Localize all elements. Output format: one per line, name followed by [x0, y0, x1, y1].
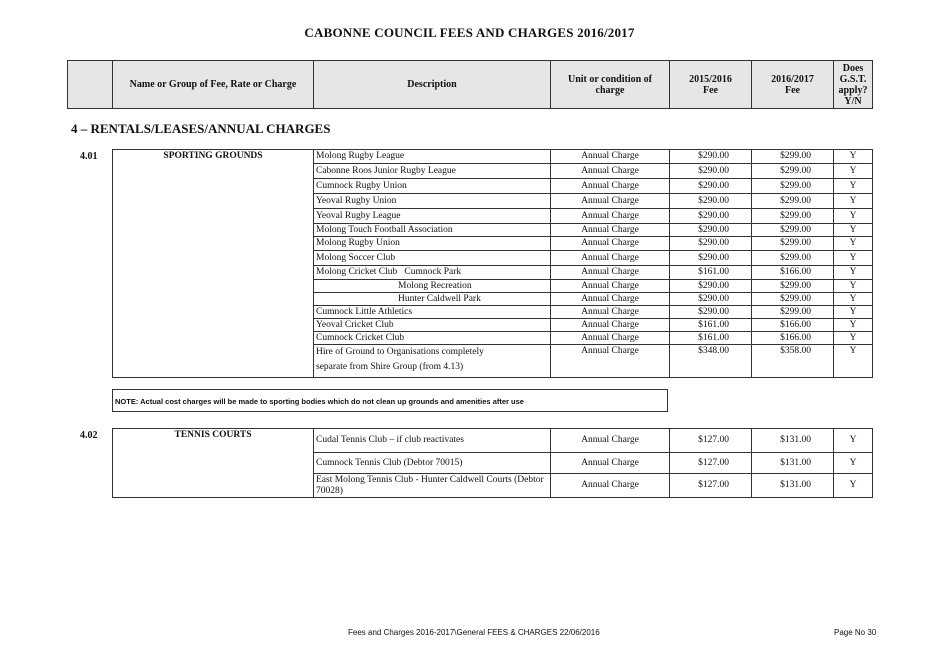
row-gst: Y	[834, 150, 873, 164]
row-unit: Annual Charge	[551, 306, 670, 319]
row-gst: Y	[834, 194, 873, 209]
row-fee-2015: $290.00	[670, 194, 752, 209]
row-gst: Y	[834, 164, 873, 179]
row-unit: Annual Charge	[551, 164, 670, 179]
row-fee-2015: $127.00	[670, 474, 752, 498]
row-fee-2016: $131.00	[752, 453, 834, 474]
row-gst: Y	[834, 332, 873, 345]
row-description: Cumnock Cricket Club	[314, 332, 551, 345]
row-gst: Y	[834, 266, 873, 280]
row-fee-2015: $161.00	[670, 319, 752, 332]
sporting-grounds-note: NOTE: Actual cost charges will be made to sporting bodies which do not clean up grounds and amenities after use	[112, 389, 668, 412]
row-fee-2015: $127.00	[670, 429, 752, 453]
row-gst: Y	[834, 179, 873, 194]
row-unit: Annual Charge	[551, 179, 670, 194]
row-unit: Annual Charge	[551, 453, 670, 474]
row-description: Yeoval Cricket Club	[314, 319, 551, 332]
row-fee-2015: $290.00	[670, 237, 752, 251]
row-fee-2015: $290.00	[670, 150, 752, 164]
group-number: 4.02	[80, 430, 98, 441]
row-fee-2016: $299.00	[752, 209, 834, 224]
row-fee-2016: $299.00	[752, 251, 834, 266]
row-fee-2016: $299.00	[752, 150, 834, 164]
row-unit: Annual Charge	[551, 293, 670, 306]
row-unit: Annual Charge	[551, 474, 670, 498]
row-description: Yeoval Rugby League	[314, 209, 551, 224]
row-fee-2015: $290.00	[670, 251, 752, 266]
tennis-courts-table	[112, 428, 873, 498]
row-gst: Y	[834, 280, 873, 293]
row-fee-2016: $166.00	[752, 332, 834, 345]
row-gst: Y	[834, 453, 873, 474]
row-fee-2015: $161.00	[670, 266, 752, 280]
row-fee-2015: $290.00	[670, 179, 752, 194]
row-gst: Y	[834, 293, 873, 306]
row-fee-2016: $299.00	[752, 306, 834, 319]
row-fee-2015: $290.00	[670, 164, 752, 179]
row-description: Cabonne Roos Junior Rugby League	[314, 164, 551, 179]
row-unit: Annual Charge	[551, 429, 670, 453]
row-fee-2016: $358.00	[752, 345, 834, 378]
row-fee-2016: $131.00	[752, 474, 834, 498]
row-fee-2016: $166.00	[752, 266, 834, 280]
section-title: 4 – RENTALS/LEASES/ANNUAL CHARGES	[71, 121, 331, 136]
row-description: Cumnock Rugby Union	[314, 179, 551, 194]
row-description: East Molong Tennis Club - Hunter Caldwell Courts (Debtor 70028)	[314, 474, 551, 498]
group-name: SPORTING GROUNDS	[113, 150, 314, 378]
row-fee-2015: $290.00	[670, 280, 752, 293]
page-title: CABONNE COUNCIL FEES AND CHARGES 2016/2017	[304, 25, 635, 40]
row-description: Molong Soccer Club	[314, 251, 551, 266]
row-gst: Y	[834, 474, 873, 498]
row-unit: Annual Charge	[551, 237, 670, 251]
header-blank	[68, 61, 113, 109]
group-number: 4.01	[80, 151, 98, 162]
row-fee-2016: $299.00	[752, 293, 834, 306]
group-name: TENNIS COURTS	[113, 429, 314, 498]
row-unit: Annual Charge	[551, 319, 670, 332]
row-description: Cumnock Tennis Club (Debtor 70015)	[314, 453, 551, 474]
header-fee-2016: 2016/2017 Fee	[752, 61, 834, 109]
row-fee-2016: $299.00	[752, 179, 834, 194]
row-unit: Annual Charge	[551, 194, 670, 209]
row-description: Molong Cricket Club Cumnock Park	[314, 266, 551, 280]
row-gst: Y	[834, 237, 873, 251]
header-name: Name or Group of Fee, Rate or Charge	[113, 61, 314, 109]
row-description: Molong Rugby Union	[314, 237, 551, 251]
row-gst: Y	[834, 224, 873, 237]
header-description: Description	[314, 61, 551, 109]
row-fee-2015: $290.00	[670, 293, 752, 306]
row-description: Molong Touch Football Association	[314, 224, 551, 237]
row-unit: Annual Charge	[551, 345, 670, 378]
row-description: Cumnock Little Athletics	[314, 306, 551, 319]
row-gst: Y	[834, 209, 873, 224]
row-gst: Y	[834, 251, 873, 266]
row-fee-2015: $290.00	[670, 209, 752, 224]
row-unit: Annual Charge	[551, 266, 670, 280]
row-description: Molong Recreation	[314, 280, 551, 293]
row-unit: Annual Charge	[551, 332, 670, 345]
row-gst: Y	[834, 306, 873, 319]
row-gst: Y	[834, 319, 873, 332]
row-unit: Annual Charge	[551, 209, 670, 224]
row-fee-2016: $299.00	[752, 194, 834, 209]
row-fee-2016: $166.00	[752, 319, 834, 332]
row-fee-2016: $299.00	[752, 237, 834, 251]
row-gst: Y	[834, 429, 873, 453]
row-description: Cudal Tennis Club – if club reactivates	[314, 429, 551, 453]
row-description: Hire of Ground to Organisations completely separate from Shire Group (from 4.13)	[314, 345, 551, 378]
row-unit: Annual Charge	[551, 224, 670, 237]
row-description: Yeoval Rugby Union	[314, 194, 551, 209]
row-fee-2015: $290.00	[670, 224, 752, 237]
header-gst: Does G.S.T. apply? Y/N	[834, 61, 873, 109]
row-fee-2015: $290.00	[670, 306, 752, 319]
footer-text: Fees and Charges 2016-2017\General FEES & CHARGES 22/06/2016	[348, 628, 600, 637]
row-fee-2015: $127.00	[670, 453, 752, 474]
row-fee-2016: $131.00	[752, 429, 834, 453]
row-fee-2016: $299.00	[752, 224, 834, 237]
header-unit: Unit or condition of charge	[551, 61, 670, 109]
row-fee-2016: $299.00	[752, 280, 834, 293]
row-unit: Annual Charge	[551, 150, 670, 164]
sporting-grounds-table	[112, 149, 873, 378]
row-fee-2015: $161.00	[670, 332, 752, 345]
row-fee-2016: $299.00	[752, 164, 834, 179]
row-description: Hunter Caldwell Park	[314, 293, 551, 306]
row-unit: Annual Charge	[551, 251, 670, 266]
row-fee-2015: $348.00	[670, 345, 752, 378]
page-number: Page No 30	[834, 628, 877, 637]
row-unit: Annual Charge	[551, 280, 670, 293]
row-gst: Y	[834, 345, 873, 378]
row-description: Molong Rugby League	[314, 150, 551, 164]
column-header-table	[67, 60, 873, 109]
header-fee-2015: 2015/2016 Fee	[670, 61, 752, 109]
